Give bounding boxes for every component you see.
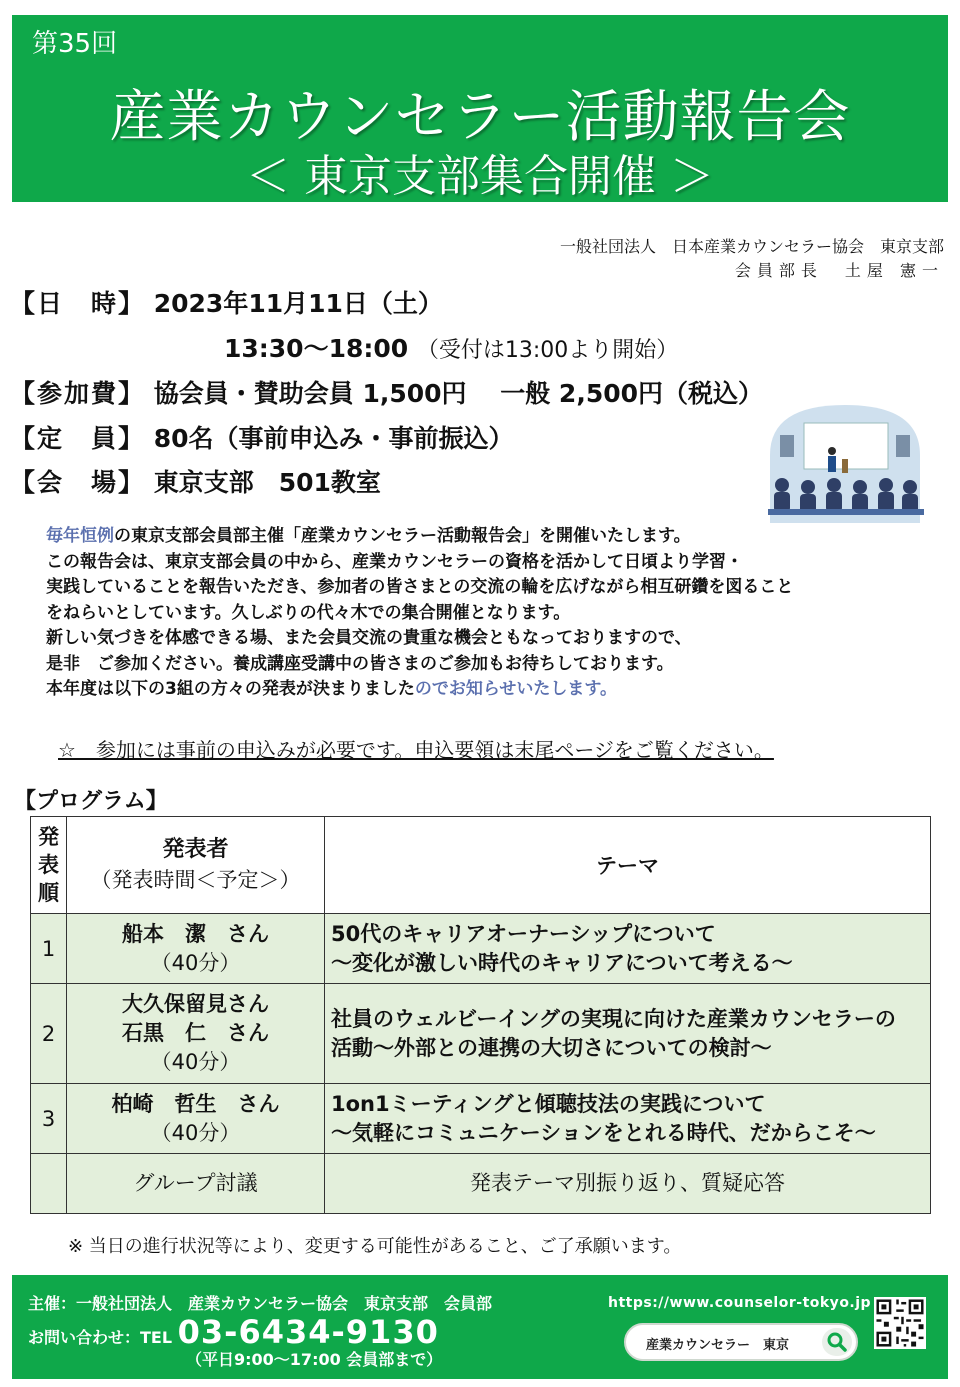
presenter-name-2: 石黒 仁 さん	[122, 1021, 269, 1045]
row-theme	[325, 914, 931, 984]
footer-host: 主催：一般社団法人 産業カウンセラー協会 東京支部 会員部	[28, 1294, 493, 1313]
capacity-row	[10, 419, 514, 455]
row-number: 2	[31, 984, 67, 1084]
page-title: 産業カウンセラー活動報告会	[109, 85, 851, 150]
row-theme	[325, 984, 931, 1084]
organizer-org: 一般社団法人 日本産業カウンセラー協会 東京支部	[559, 237, 944, 256]
datetime-label: 【日 時】	[10, 289, 146, 318]
header-presenter	[67, 817, 325, 914]
qr-code-icon[interactable]	[874, 1297, 926, 1349]
search-text: 産業カウンセラー 東京	[646, 1338, 790, 1353]
table-row	[31, 984, 931, 1084]
venue-value: 東京支部 501教室	[153, 468, 381, 497]
header-theme: テーマ	[325, 817, 931, 914]
program-title: 【プログラム】	[14, 789, 168, 814]
time-note: （受付は13:00より開始）	[416, 338, 679, 363]
header-banner	[12, 15, 948, 202]
row-number: 3	[31, 1084, 67, 1154]
date-value: 2023年11月11日（土）	[153, 289, 443, 318]
search-button[interactable]	[822, 1328, 852, 1356]
program-table	[30, 816, 931, 1214]
intro-line-4: をねらいとしています。久しぶりの代々木での集合開催となります。	[46, 602, 571, 623]
presenter-name: 船本 潔 さん	[122, 921, 269, 946]
row-presenter	[67, 1084, 325, 1154]
intro-line-1	[46, 524, 906, 550]
capacity-label: 【定 員】	[10, 424, 146, 453]
header-order-text: 発表順	[38, 824, 59, 905]
contact-tel[interactable]: 03-6434-9130	[177, 1313, 439, 1351]
intro-line-1-rest: の東京支部会員部主催「産業カウンセラー活動報告会」を開催いたします。	[114, 526, 691, 546]
presenter-name: 大久保留見さん	[122, 992, 269, 1016]
venue-row	[10, 463, 381, 499]
presenter-duration: （40分）	[150, 950, 241, 975]
fee-value: 協会員・賛助会員 1,500円 一般 2,500円（税込）	[153, 379, 764, 408]
theme-line-2: 活動～外部との連携の大切さについての検討～	[331, 1035, 772, 1060]
contact-hours: （平日9:00～17:00 会員部まで）	[186, 1350, 443, 1369]
search-icon	[822, 1328, 852, 1356]
fee-row	[10, 374, 763, 410]
theme-line-1: 1on1ミーティングと傾聴技法の実践について	[331, 1091, 766, 1116]
row-number: 1	[31, 914, 67, 984]
theme-line-2: ～気軽にコミュニケーションをとれる時代、だからこそ～	[331, 1120, 876, 1145]
capacity-value: 80名（事前申込み・事前振込）	[153, 424, 514, 453]
header-order	[31, 817, 67, 914]
intro-line-7	[46, 677, 906, 703]
time-value: 13:30～18:00	[224, 334, 409, 363]
website-url[interactable]: https://www.counselor-tokyo.jp	[608, 1295, 872, 1311]
intro-line-3: 実践していることを報告いただき、参加者の皆さまとの交流の輪を広げながら相互研鑽を図ること	[46, 577, 794, 597]
header-presenter-label: 発表者	[162, 837, 229, 862]
intro-line-7-main: 本年度は以下の3組の方々の発表が決まりました	[46, 679, 415, 699]
venue-label: 【会 場】	[10, 468, 146, 497]
presenter-duration: （40分）	[150, 1120, 241, 1145]
intro-accent: 毎年恒例	[46, 526, 114, 546]
row-theme	[325, 1084, 931, 1154]
intro-line-6: 是非 ご参加ください。養成講座受講中の皆さまのご参加もお待ちしております。	[46, 653, 674, 674]
edition-label: 第35回	[32, 29, 118, 59]
intro-line-5: 新しい気づきを体感できる場、また会員交流の貴重な機会ともなっておりますので、	[46, 628, 692, 648]
intro-text	[46, 524, 906, 703]
application-notice: ☆ 参加には事前の申込みが必要です。申込要領は末尾ページをご覧ください。	[58, 738, 774, 762]
footer-contact	[28, 1313, 439, 1351]
theme-line-1: 社員のウェルビーイングの実現に向けた産業カウンセラーの	[331, 1006, 896, 1031]
intro-line-2: この報告会は、東京支部会員の中から、産業カウンセラーの資格を活かして日頃より学習・	[46, 551, 743, 572]
search-box[interactable]	[624, 1323, 858, 1361]
presenter-name: 柏崎 哲生 さん	[111, 1091, 280, 1116]
program-header-row	[31, 817, 931, 914]
schedule-remark: ※ 当日の進行状況等により、変更する可能性があること、ご了承願います。	[68, 1236, 682, 1257]
table-row-group	[31, 1154, 931, 1214]
row-number-empty	[31, 1154, 67, 1214]
row-presenter	[67, 984, 325, 1084]
page-subtitle: ＜ 東京支部集合開催 ＞	[246, 151, 714, 202]
organizer-manager: 会員部長 土屋 憲一	[734, 261, 944, 280]
theme-line-2: ～変化が激しい時代のキャリアについて考える～	[331, 950, 793, 975]
datetime-row	[10, 284, 443, 320]
group-discussion-label: グループ討議	[67, 1154, 325, 1214]
fee-label: 【参加費】	[10, 379, 146, 408]
table-row	[31, 914, 931, 984]
header-presenter-note: （発表時間＜予定＞）	[90, 868, 301, 892]
theme-line-1: 50代のキャリアオーナーシップについて	[331, 921, 716, 946]
table-row	[31, 1084, 931, 1154]
row-presenter	[67, 914, 325, 984]
footer-banner	[12, 1275, 948, 1379]
presenter-duration: （40分）	[150, 1050, 241, 1074]
seminar-illustration	[760, 405, 930, 523]
time-row	[224, 329, 678, 365]
group-discussion-theme: 発表テーマ別振り返り、質疑応答	[325, 1154, 931, 1214]
contact-label: お問い合わせ：TEL	[28, 1328, 173, 1347]
intro-line-7-accent: のでお知らせいたします。	[414, 679, 617, 699]
